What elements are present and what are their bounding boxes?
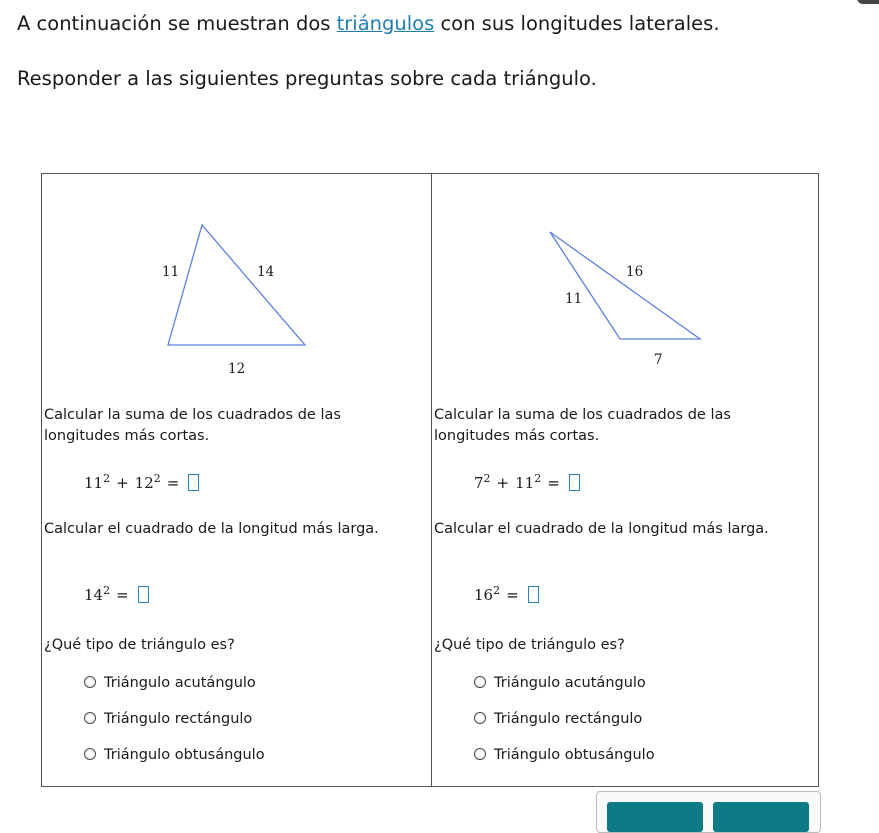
question-triangle-type-1: ¿Qué tipo de triángulo es? bbox=[44, 637, 235, 653]
triangles-table bbox=[41, 173, 819, 787]
option-right-2[interactable]: Triángulo rectángulo bbox=[474, 711, 642, 727]
action-button-left[interactable] bbox=[607, 802, 703, 832]
radio-icon[interactable] bbox=[84, 748, 96, 760]
equation-sum-squares-2: $7^2 + 11^2$ = bbox=[474, 474, 580, 492]
triangle-2-side-c: 7 bbox=[654, 352, 663, 368]
triangle-1-side-c: 12 bbox=[228, 361, 246, 377]
question-triangle-type-2: ¿Qué tipo de triángulo es? bbox=[434, 637, 625, 653]
radio-icon[interactable] bbox=[474, 748, 486, 760]
triangles-link[interactable]: triángulos bbox=[336, 12, 435, 35]
triangle-figure-1 bbox=[42, 174, 431, 389]
scrollbar-thumb[interactable] bbox=[857, 0, 879, 4]
option-right-1[interactable]: Triángulo rectángulo bbox=[84, 711, 252, 727]
triangle-diagram-1 bbox=[42, 174, 431, 389]
answer-input-longest-2[interactable] bbox=[528, 586, 539, 603]
triangle-shape-2 bbox=[550, 232, 700, 339]
question-sum-squares-2: Calcular la suma de los cuadrados de las longitudes más cortas. bbox=[434, 407, 731, 444]
option-obtuse-1[interactable]: Triángulo obtusángulo bbox=[84, 747, 265, 763]
equation-longest-square-1: $14^2$ = bbox=[84, 586, 149, 604]
option-acute-1[interactable]: Triángulo acutángulo bbox=[84, 675, 256, 691]
question-sum-squares-1: Calcular la suma de los cuadrados de las longitudes más cortas. bbox=[44, 407, 341, 444]
equation-sum-squares-1: $11^2 + 12^2$ = bbox=[84, 474, 199, 492]
triangle-column-2 bbox=[432, 174, 820, 786]
action-button-right[interactable] bbox=[713, 802, 809, 832]
answer-input-sum-2[interactable] bbox=[569, 474, 580, 491]
intro-text: A continuación se muestran dos triángulos con sus longitudes laterales. bbox=[17, 12, 720, 35]
radio-icon[interactable] bbox=[474, 676, 486, 688]
question-longest-square-2: Calcular el cuadrado de la longitud más larga. bbox=[434, 521, 769, 537]
question-longest-square-1: Calcular el cuadrado de la longitud más larga. bbox=[44, 521, 379, 537]
triangle-1-side-b: 14 bbox=[257, 264, 275, 280]
triangle-2-side-b: 11 bbox=[565, 291, 583, 307]
radio-icon[interactable] bbox=[84, 712, 96, 724]
triangle-shape-1 bbox=[168, 225, 305, 345]
triangle-column-1 bbox=[42, 174, 431, 786]
radio-icon[interactable] bbox=[84, 676, 96, 688]
option-acute-2[interactable]: Triángulo acutángulo bbox=[474, 675, 646, 691]
triangle-diagram-2 bbox=[432, 174, 820, 389]
triangle-figure-2 bbox=[432, 174, 820, 389]
equation-longest-square-2: $16^2$ = bbox=[474, 586, 539, 604]
answer-input-longest-1[interactable] bbox=[138, 586, 149, 603]
option-obtuse-2[interactable]: Triángulo obtusángulo bbox=[474, 747, 655, 763]
answer-input-sum-1[interactable] bbox=[188, 474, 199, 491]
instruction-text: Responder a las siguientes preguntas sobre cada triángulo. bbox=[17, 67, 597, 90]
action-bar bbox=[596, 791, 821, 833]
triangle-1-side-a: 11 bbox=[162, 264, 180, 280]
triangle-2-side-a: 16 bbox=[626, 264, 644, 280]
radio-icon[interactable] bbox=[474, 712, 486, 724]
